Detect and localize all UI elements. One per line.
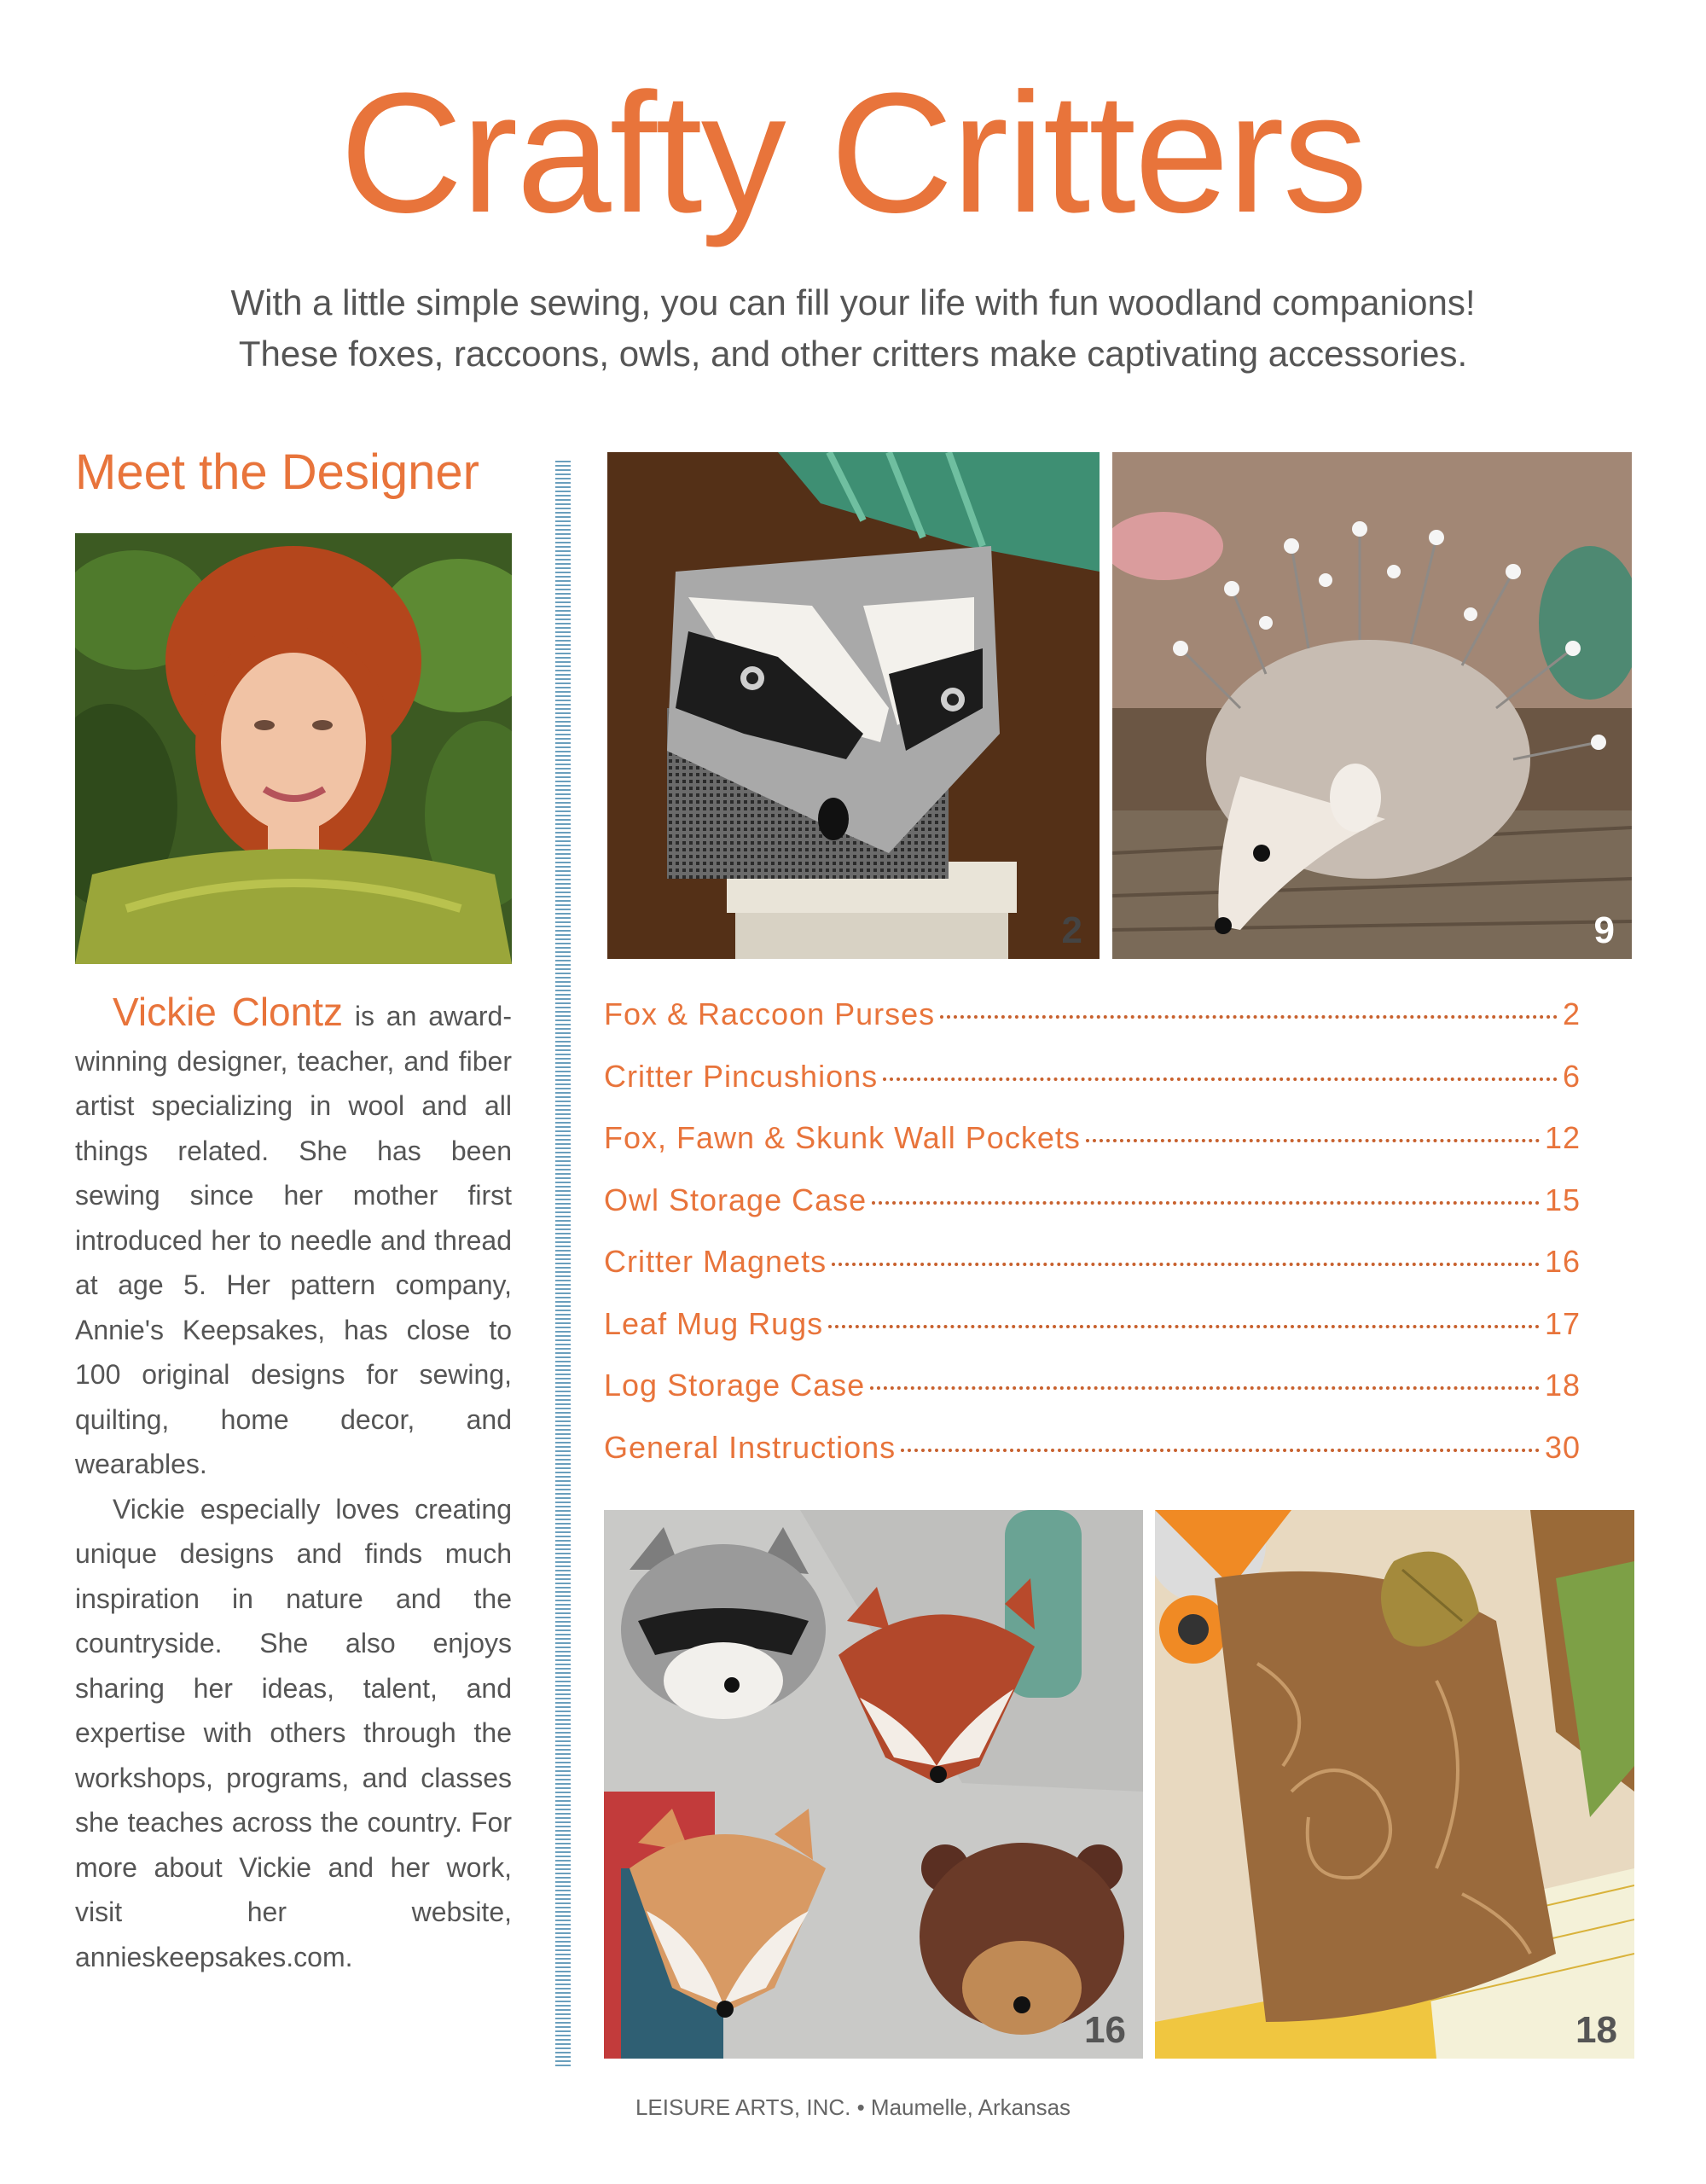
toc-item-title: Log Storage Case [604, 1368, 866, 1403]
log-storage-case-image [1155, 1510, 1634, 2059]
footer-location: Maumelle, Arkansas [870, 2094, 1071, 2120]
toc-item-page: 18 [1544, 1368, 1581, 1403]
toc-item[interactable] [604, 1368, 1581, 1430]
bio-paragraph-2: Vickie especially loves creating unique designs and finds much inspiration in nature and the countryside. She also enjoys sharing her ideas, talent, and expertise with others through the workshops, programs, and classes she teaches across the country. For more about Vickie and her work, visit her website, annieskeepsakes.com. [75, 1493, 512, 1972]
toc-item-title: Leaf Mug Rugs [604, 1305, 824, 1341]
log-storage-case-photo [1155, 1510, 1634, 2059]
toc-item-title: Critter Magnets [604, 1244, 827, 1279]
subtitle-line-2: These foxes, raccoons, owls, and other critters make captivating accessories. [238, 334, 1468, 374]
raccoon-purse-image [607, 452, 1100, 959]
toc-item-page: 6 [1562, 1058, 1581, 1094]
toc-item-title: Critter Pincushions [604, 1058, 879, 1094]
toc-item-page: 12 [1544, 1120, 1581, 1155]
bio-paragraph-1-text: is an award-winning designer, teacher, and fiber artist specializing in wool and all things related. She has been sewing since her mother first introduced her to needle and thread at age 5. Her pattern company, Annie's Keepsakes, has close to 100 original designs for sewing, quilting, home decor, and wearables. [75, 1001, 513, 1479]
footer-publisher: LEISURE ARTS, INC. [635, 2094, 851, 2120]
toc-item-title: General Instructions [604, 1429, 897, 1465]
toc-dot-leader [1086, 1139, 1540, 1142]
toc-item-title: Owl Storage Case [604, 1182, 868, 1217]
photo-page-number: 9 [1593, 909, 1615, 951]
table-of-contents [604, 996, 1581, 1491]
toc-item-page: 16 [1544, 1244, 1581, 1279]
footer-separator: • [856, 2094, 865, 2120]
toc-dot-leader [870, 1386, 1540, 1390]
toc-item[interactable] [604, 1120, 1581, 1182]
raccoon-purse-photo [607, 452, 1100, 959]
designer-portrait [75, 533, 512, 964]
toc-item-title: Fox & Raccoon Purses [604, 996, 936, 1031]
toc-dot-leader [883, 1077, 1558, 1081]
toc-item[interactable] [604, 1182, 1581, 1245]
toc-dot-leader [901, 1449, 1540, 1452]
toc-item[interactable] [604, 1430, 1581, 1492]
designer-name: Vickie Clontz [113, 990, 343, 1034]
designer-portrait-image [75, 533, 512, 964]
toc-item[interactable] [604, 1244, 1581, 1306]
intro-subtitle [128, 277, 1578, 380]
toc-dot-leader [828, 1325, 1540, 1328]
designer-bio [75, 990, 512, 1979]
page-footer [0, 2094, 1706, 2121]
toc-item[interactable] [604, 996, 1581, 1059]
toc-dot-leader [832, 1263, 1540, 1266]
photo-page-number: 16 [1084, 2009, 1126, 2051]
toc-item[interactable] [604, 1306, 1581, 1368]
meet-designer-heading: Meet the Designer [75, 444, 479, 500]
page-title: Crafty Critters [339, 58, 1367, 248]
toc-item[interactable] [604, 1059, 1581, 1121]
critter-magnets-image [604, 1510, 1143, 2059]
toc-dot-leader [872, 1201, 1540, 1205]
photo-page-number: 2 [1061, 909, 1082, 951]
toc-item-page: 2 [1562, 996, 1581, 1031]
toc-item-page: 15 [1544, 1182, 1581, 1217]
toc-item-title: Fox, Fawn & Skunk Wall Pockets [604, 1120, 1081, 1155]
toc-dot-leader [940, 1015, 1558, 1019]
critter-magnets-photo [604, 1510, 1143, 2059]
bio-paragraph-1 [75, 990, 512, 1487]
subtitle-line-1: With a little simple sewing, you can fill your life with fun woodland companions! [230, 282, 1476, 322]
hedgehog-pincushion-image [1112, 452, 1632, 959]
photo-page-number: 18 [1575, 2009, 1617, 2051]
toc-item-page: 30 [1544, 1429, 1581, 1465]
toc-item-page: 17 [1544, 1305, 1581, 1341]
hedgehog-pincushion-photo [1112, 452, 1632, 959]
column-divider [555, 461, 571, 2069]
